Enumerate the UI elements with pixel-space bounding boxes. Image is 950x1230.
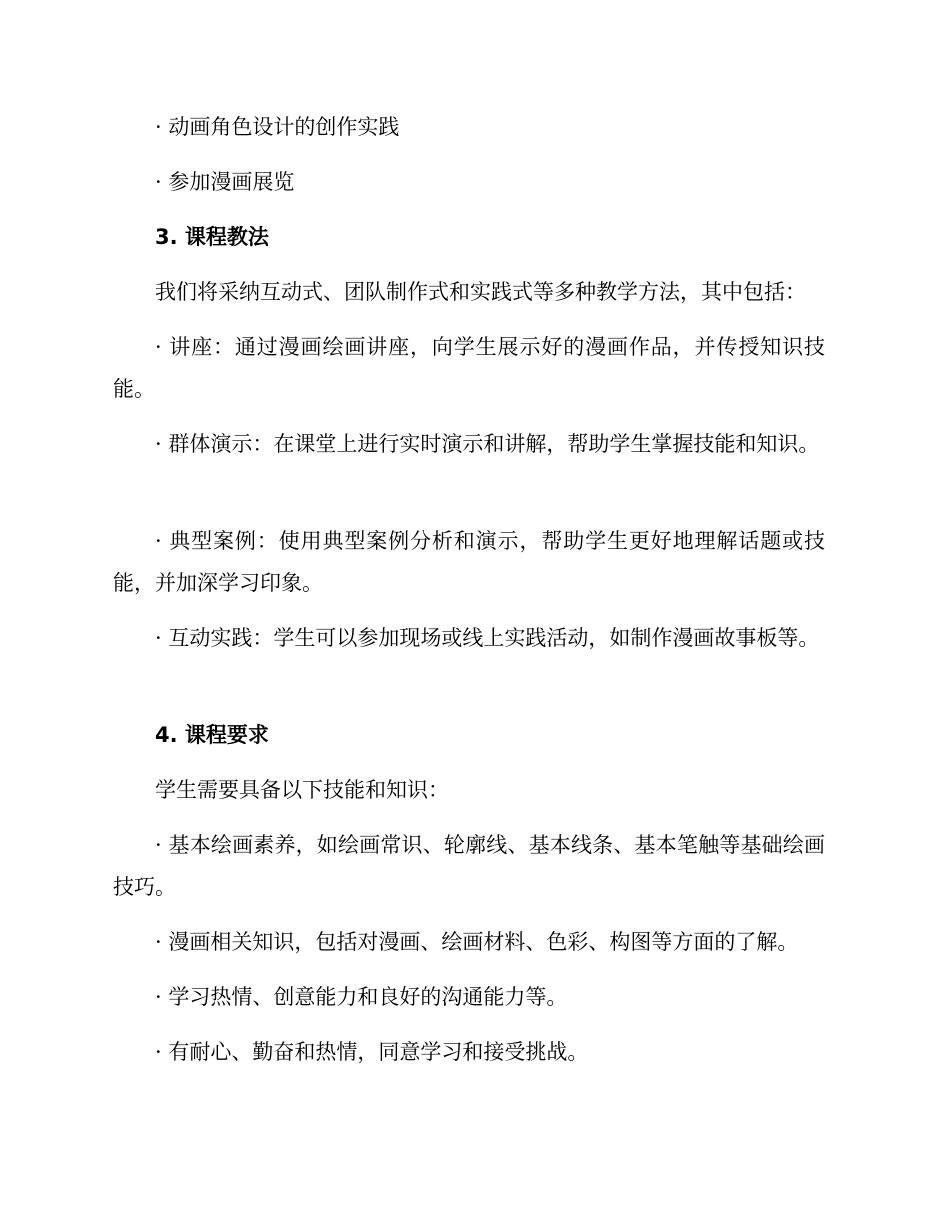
list-item: · 典型案例：使用典型案例分析和演示，帮助学生更好地理解话题或技能，并加深学习印象。 xyxy=(113,529,825,595)
list-item: · 群体演示：在课堂上进行实时演示和讲解，帮助学生掌握技能和知识。 xyxy=(155,432,820,456)
list-item: · 有耐心、勤奋和热情，同意学习和接受挑战。 xyxy=(155,1040,589,1064)
list-item: · 动画角色设计的创作实践 xyxy=(155,115,400,139)
paragraph: 学生需要具备以下技能和知识： xyxy=(155,778,449,802)
section-heading: 3. 课程教法 xyxy=(155,225,269,249)
list-item: · 互动实践：学生可以参加现场或线上实践活动，如制作漫画故事板等。 xyxy=(155,626,820,650)
list-item: · 参加漫画展览 xyxy=(155,170,295,194)
list-item: · 漫画相关知识，包括对漫画、绘画材料、色彩、构图等方面的了解。 xyxy=(155,930,799,954)
list-item: · 基本绘画素养，如绘画常识、轮廓线、基本线条、基本笔触等基础绘画技巧。 xyxy=(113,833,825,899)
section-heading: 4. 课程要求 xyxy=(155,723,269,747)
list-item: · 学习热情、创意能力和良好的沟通能力等。 xyxy=(155,985,568,1009)
paragraph: 我们将采纳互动式、团队制作式和实践式等多种教学方法，其中包括： xyxy=(155,280,806,304)
list-item: · 讲座：通过漫画绘画讲座，向学生展示好的漫画作品，并传授知识技能。 xyxy=(113,335,825,401)
